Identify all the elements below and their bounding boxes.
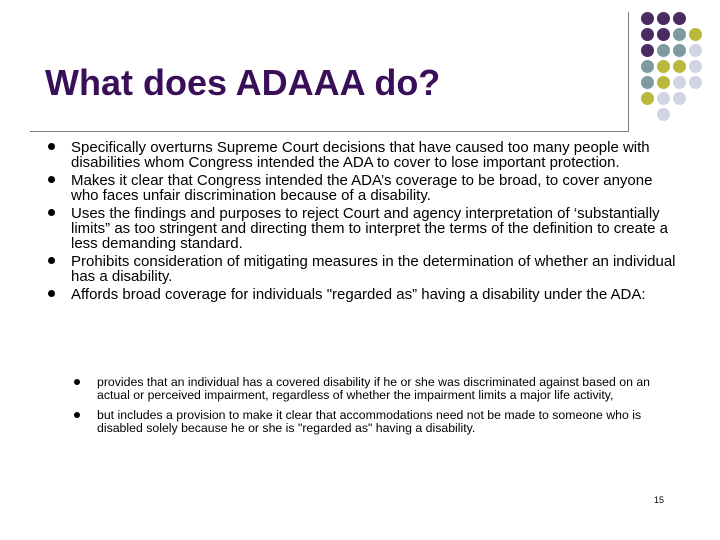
bullet-icon [74,412,80,418]
list-item [48,173,680,203]
list-item [48,140,680,170]
decor-dot-icon [641,44,654,57]
bullet-icon [48,257,55,264]
sub-bullet-list [73,376,663,442]
list-item [73,409,663,435]
decor-dot-icon [657,76,670,89]
decor-dot-icon [657,60,670,73]
decor-dot-icon [673,44,686,57]
decor-dot-icon [673,28,686,41]
decor-dot-icon [657,92,670,105]
decor-dot-icon [641,60,654,73]
list-item [48,254,680,284]
decor-dot-icon [673,92,686,105]
list-item [48,206,680,251]
bullet-text: Makes it clear that Congress intended the ADA’s coverage to be broad, to cover anyone who faces unfair discrimination because of a disability. [71,172,653,204]
decor-dot-icon [673,60,686,73]
decor-dot-icon [641,76,654,89]
bullet-icon [48,209,55,216]
decor-dot-icon [641,92,654,105]
bullet-text: Uses the findings and purposes to reject Court and agency interpretation of ‘substantially limits” as too stringent and directing them to interpret the terms of the definition to create a less demanding standard. [71,205,668,252]
bullet-icon [48,143,55,150]
bullet-text: Prohibits consideration of mitigating measures in the determination of whether an individual has a disability. [71,253,676,285]
bullet-icon [48,290,55,297]
page-number: 15 [654,495,665,505]
bullet-text: Affords broad coverage for individuals "regarded as” having a disability under the ADA: [71,286,646,303]
list-item [48,287,680,302]
decor-dot-icon [673,76,686,89]
decor-dot-icon [641,12,654,25]
list-item [73,376,663,402]
bullet-icon [48,176,55,183]
title-underline [30,131,628,132]
slide-body [48,140,680,305]
decor-dot-icon [657,108,670,121]
sub-bullet-text: but includes a provision to make it clear that accommodations need not be made to someone who is disabled solely because he or she is "regarded as" having a disability. [97,408,642,435]
decor-dot-icon [689,44,702,57]
decor-dot-icon [689,28,702,41]
bullet-icon [74,379,80,385]
decor-dot-icon [641,28,654,41]
sub-bullet-text: provides that an individual has a covered disability if he or she was discriminated against based on an actual or perceived impairment, regardless of whether the impairment limits a major life activity, [97,375,650,402]
decor-dot-icon [673,12,686,25]
decor-dot-icon [657,28,670,41]
decor-dot-icon [657,44,670,57]
vertical-divider [628,12,629,132]
decor-dot-icon [689,76,702,89]
bullet-text: Specifically overturns Supreme Court decisions that have caused too many people with disabilities whom Congress intended the ADA to cover to lose important protection. [71,139,650,171]
decor-dot-icon [657,12,670,25]
bullet-list [48,140,680,302]
page-title: What does ADAAA do? [45,62,441,103]
decor-dot-icon [689,60,702,73]
